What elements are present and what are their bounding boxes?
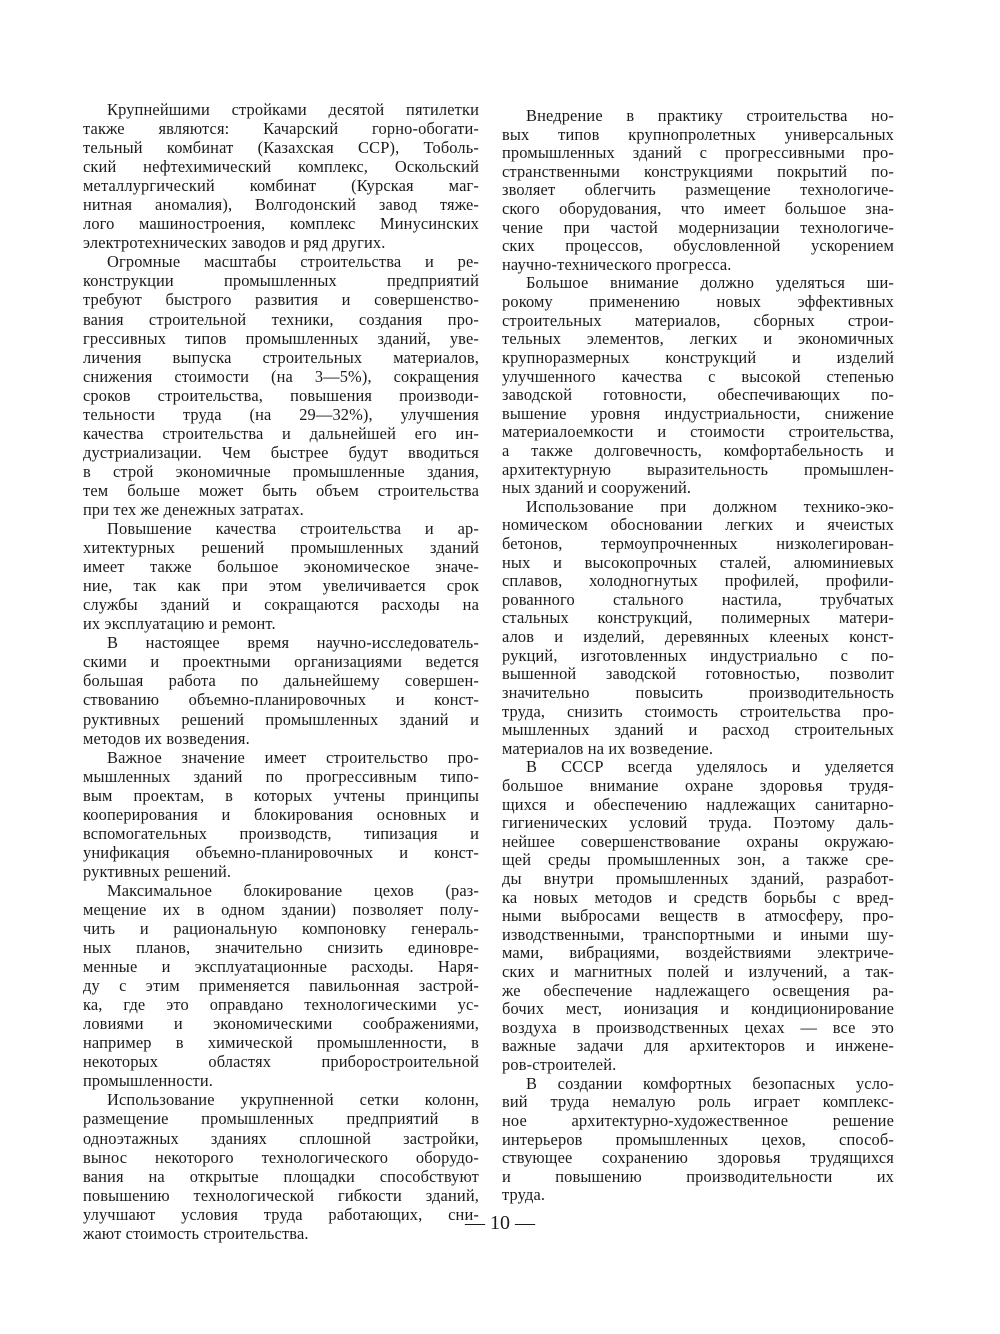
- paragraph: [83, 633, 479, 747]
- text-line: воздуха в производственных цехах — все это: [502, 1017, 894, 1037]
- text-line: нитная аномалия), Волгодонский завод тяже-: [83, 195, 479, 215]
- paragraph: [83, 519, 479, 633]
- text-line: качества строительства и дальнейшей его ин-: [83, 423, 479, 443]
- text-line: улучшенного качества с высокой степенью: [502, 366, 894, 386]
- text-line: металлургический комбинат (Курская маг-: [83, 176, 479, 196]
- text-line: вспомогательных производств, типизация и: [83, 823, 479, 843]
- text-line: большое внимание охране здоровья трудя-: [502, 775, 894, 795]
- text-line: вынос некоторого технологического оборудо-: [83, 1147, 479, 1167]
- text-line: рованного стального настила, трубчатых: [502, 589, 894, 609]
- text-line: унификация объемно-планировочных и конст-: [83, 842, 479, 862]
- text-line: В СССР всегда уделялось и уделяется: [526, 757, 894, 777]
- text-line: мещение их в одном здании) позволяет полу-: [83, 899, 479, 919]
- text-line: жают стоимость строительства.: [83, 1223, 309, 1243]
- paragraph: [83, 100, 479, 252]
- paragraph: [83, 252, 479, 519]
- text-line: ского оборудования, что имеет большое зна-: [502, 199, 894, 219]
- text-line: скими и проектными организациями ведется: [83, 652, 479, 672]
- text-line: мами, вибрациями, воздействиями электриче-: [502, 943, 894, 963]
- text-line: ными выбросами веществ в атмосферу, про-: [502, 906, 894, 926]
- text-line: вышенной заводской готовностью, позволит: [502, 664, 894, 684]
- text-line: размещение промышленных предприятий в: [83, 1109, 479, 1129]
- paragraph: [502, 498, 894, 759]
- text-line: одноэтажных зданиях сплошной застройки,: [83, 1128, 479, 1148]
- text-line: гигиенических условий труда. Поэтому даль-: [502, 813, 894, 833]
- text-line: рокому применению новых эффективных: [502, 292, 894, 312]
- text-line: их эксплуатацию и ремонт.: [83, 614, 276, 634]
- text-line: крупноразмерных конструкций и изделий: [502, 347, 894, 367]
- text-line: заводской готовности, обеспечивающих по-: [502, 385, 894, 405]
- text-line: Повышение качества строительства и ар-: [107, 519, 479, 539]
- text-line: алов и изделий, деревянных клееных конст-: [502, 627, 894, 647]
- text-line: ние, так как при этом увеличивается срок: [83, 576, 479, 596]
- text-line: ских и магнитных полей и излучений, а так-: [502, 962, 894, 982]
- text-line: архитектурную выразительность промышлен-: [502, 459, 894, 479]
- text-line: ное архитектурно-художественное решение: [502, 1110, 894, 1130]
- text-line: имеет также большое экономическое значе-: [83, 557, 479, 577]
- text-line: конструкции промышленных предприятий: [83, 271, 479, 291]
- text-line: вышение уровня индустриальности, снижение: [502, 403, 894, 423]
- text-line: сплавов, холодногнутых профилей, профили-: [502, 571, 894, 591]
- text-line: снижения стоимости (на 3—5%), сокращения: [83, 366, 479, 386]
- text-line: стальных конструкций, полимерных матери-: [502, 608, 894, 628]
- text-line: зволяет облегчить размещение технологиче-: [502, 180, 894, 200]
- text-line: службы зданий и сокращаются расходы на: [83, 595, 479, 615]
- text-line: строительных материалов, сборных строи-: [502, 310, 894, 330]
- text-line: вий труда немалую роль играет комплекс-: [502, 1092, 894, 1112]
- text-line: бочих мест, ионизация и кондиционирование: [502, 999, 894, 1019]
- text-line: ка, где это оправдано технологическими ус-: [83, 995, 479, 1015]
- text-line: материалоемкости и стоимости строительства,: [502, 422, 894, 442]
- text-line: вых типов крупнопролетных универсальных: [502, 124, 894, 144]
- text-line: же обеспечение надлежащего освещения ра-: [502, 980, 894, 1000]
- paragraph: [502, 758, 894, 1074]
- text-line: Крупнейшими стройками десятой пятилетки: [107, 100, 479, 119]
- text-line: некоторых областях приборостроительной: [83, 1052, 479, 1072]
- text-line: также являются: Качарский горно-обогати-: [83, 119, 479, 139]
- text-line: промышленности.: [83, 1071, 214, 1091]
- text-line: ных и высокопрочных сталей, алюминиевых: [502, 552, 894, 572]
- text-line: мышленных зданий по прогрессивным типо-: [83, 766, 479, 786]
- text-line: странственными конструкциями покрытий по-: [502, 161, 894, 181]
- text-line: изводственными, транспортными и иными шу-: [502, 924, 894, 944]
- text-line: Большое внимание должно уделяться ши-: [526, 273, 894, 293]
- text-line: ский нефтехимический комплекс, Оскольский: [83, 157, 479, 177]
- text-line: рукций, изготовленных индустриально с по-: [502, 645, 894, 665]
- text-line: личения выпуска строительных материалов,: [83, 347, 479, 367]
- text-line: ных планов, значительно снизить единовре-: [83, 938, 479, 958]
- text-line: например в химической промышленности, в: [83, 1033, 479, 1053]
- left-text-column: [83, 100, 479, 1243]
- text-line: Использование укрупненной сетки колонн,: [107, 1090, 479, 1110]
- text-line: хитектурных решений промышленных зданий: [83, 538, 479, 558]
- text-line: грессивных типов промышленных зданий, уве-: [83, 328, 479, 348]
- text-line: номическом обосновании легких и ячеистых: [502, 515, 894, 535]
- text-line: а также долговечность, комфортабельность и: [502, 440, 894, 460]
- text-line: менные и эксплуатационные расходы. Наря-: [83, 957, 479, 977]
- text-line: промышленных зданий с прогрессивными про-: [502, 143, 894, 163]
- text-line: чение при частой модернизации технологиче-: [502, 217, 894, 237]
- text-line: и повышению производительности их: [502, 1166, 894, 1186]
- text-line: вым проектам, в которых учтены принципы: [83, 785, 479, 805]
- text-line: ловиями и экономическими соображениями,: [83, 1014, 479, 1034]
- paragraph: [502, 107, 894, 274]
- text-line: бетонов, термоупрочненных низколегирован-: [502, 534, 894, 554]
- text-line: ка новых методов и средств борьбы с вред-: [502, 887, 894, 907]
- right-text-column: [502, 107, 894, 1205]
- text-line: тельный комбинат (Казахская ССР), Тоболь-: [83, 138, 479, 158]
- text-line: труда.: [502, 1185, 546, 1205]
- text-line: труда, снизить стоимость строительства про-: [502, 701, 894, 721]
- text-line: Внедрение в практику строительства но-: [526, 106, 894, 125]
- text-line: методов их возведения.: [83, 728, 250, 748]
- text-line: дустриализации. Чем быстрее будут вводиться: [83, 442, 479, 462]
- text-line: щихся и обеспечению надлежащих санитарно-: [502, 794, 894, 814]
- text-line: нейшее совершенствование охраны окружаю-: [502, 831, 894, 851]
- text-line: руктивных решений промышленных зданий и: [83, 709, 479, 729]
- paragraph: [502, 274, 894, 497]
- text-line: в строй экономичные промышленные здания,: [83, 461, 479, 481]
- text-line: ду с этим применяется павильонная застрой-: [83, 976, 479, 996]
- paragraph: [83, 748, 479, 881]
- text-line: вания строительной техники, создания про-: [83, 309, 479, 329]
- text-line: тем больше может быть объем строительства: [83, 480, 479, 500]
- text-line: лого машиностроения, комплекс Минусинских: [83, 214, 479, 234]
- text-line: улучшают условия труда работающих, сни-: [83, 1204, 479, 1224]
- text-line: при тех же денежных затратах.: [83, 499, 304, 519]
- page-number: — 10 —: [465, 1212, 535, 1234]
- text-line: научно-технического прогресса.: [502, 254, 732, 274]
- text-line: важные задачи для архитекторов и инжене-: [502, 1036, 894, 1056]
- text-line: ствующее сохранению здоровья трудящихся: [502, 1148, 894, 1168]
- paragraph: [83, 881, 479, 1091]
- text-line: интерьеров промышленных цехов, способ-: [502, 1129, 894, 1149]
- text-line: В создании комфортных безопасных усло-: [526, 1073, 894, 1093]
- text-line: щей среды промышленных зон, а также сре-: [502, 850, 894, 870]
- text-line: ров-строителей.: [502, 1055, 617, 1075]
- text-line: тельности труда (на 29—32%), улучшения: [83, 404, 479, 424]
- text-line: чить и рациональную компоновку генераль-: [83, 919, 479, 939]
- text-line: материалов на их возведение.: [502, 738, 714, 758]
- text-line: ды внутри промышленных зданий, разработ-: [502, 868, 894, 888]
- text-line: Важное значение имеет строительство про-: [107, 747, 479, 767]
- paragraph: [502, 1075, 894, 1205]
- text-line: сроков строительства, повышения производи-: [83, 385, 479, 405]
- text-line: значительно повысить производительность: [502, 682, 894, 702]
- text-line: мышленных зданий и расход строительных: [502, 720, 894, 740]
- text-line: повышению технологической гибкости зданий,: [83, 1185, 479, 1205]
- text-line: тельных элементов, легких и экономичных: [502, 329, 894, 349]
- text-line: ствованию объемно-планировочных и конст-: [83, 690, 479, 710]
- text-line: ских процессов, обусловленной ускорением: [502, 236, 894, 256]
- text-line: кооперирования и блокирования основных и: [83, 804, 479, 824]
- text-line: ных зданий и сооружений.: [502, 478, 692, 498]
- text-line: Огромные масштабы строительства и ре-: [107, 252, 479, 272]
- text-line: Использование при должном технико-эко-: [526, 496, 894, 516]
- text-line: Максимальное блокирование цехов (раз-: [107, 880, 479, 900]
- text-line: В настоящее время научно-исследователь-: [107, 633, 479, 653]
- text-line: вания на открытые площадки способствуют: [83, 1166, 479, 1186]
- text-line: требуют быстрого развития и совершенство-: [83, 290, 479, 310]
- text-line: электротехнических заводов и ряд других.: [83, 233, 386, 253]
- text-line: руктивных решений.: [83, 861, 232, 881]
- text-line: большая работа по дальнейшему совершен-: [83, 671, 479, 691]
